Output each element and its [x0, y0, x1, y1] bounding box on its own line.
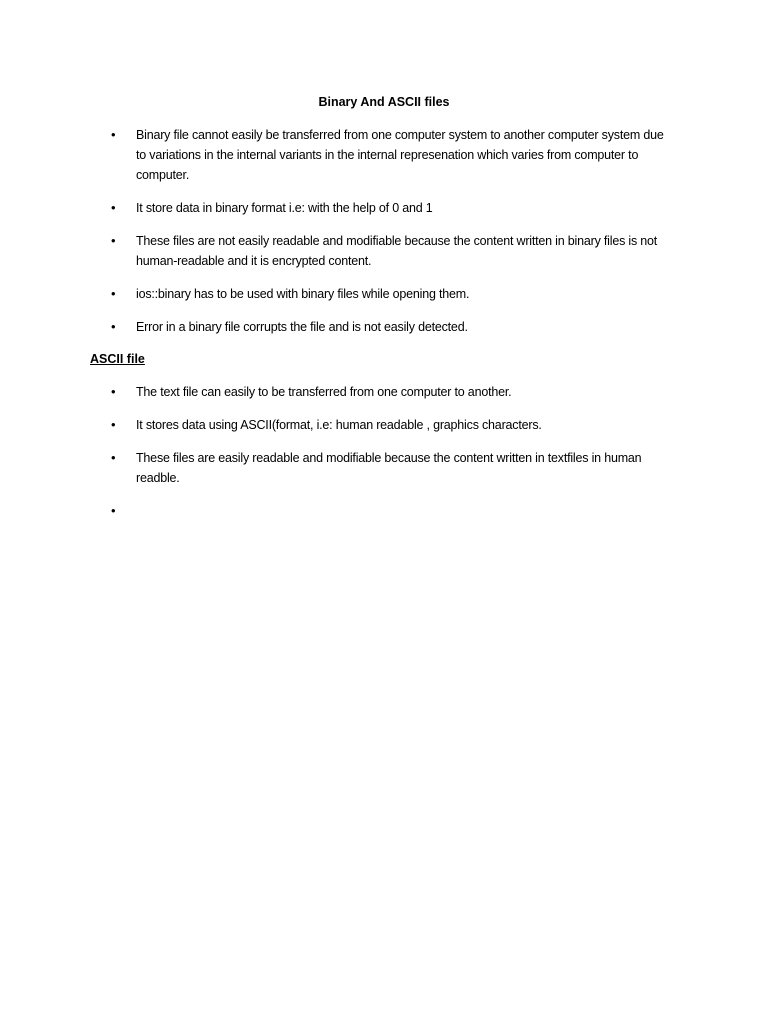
list-item [0, 415, 768, 435]
list-item [0, 448, 768, 488]
list-item-text: It stores data using ASCII(format, i.e: human readable , graphics characters. [136, 418, 542, 432]
list-item-text: ios::binary has to be used with binary files while opening them. [136, 287, 470, 301]
list-item-text: These files are not easily readable and modifiable because the content written in binary files is not human-readable and it is encrypted content. [136, 234, 658, 268]
list-item-text: Error in a binary file corrupts the file and is not easily detected. [136, 320, 468, 334]
bullet-icon: • [111, 286, 116, 301]
list-item [0, 125, 768, 185]
bullet-icon: • [111, 503, 116, 518]
list-item [0, 284, 768, 304]
bullet-icon: • [111, 233, 116, 248]
bullet-icon: • [111, 384, 116, 399]
list-item [0, 198, 768, 218]
bullet-icon: • [111, 200, 116, 215]
list-item-text: It store data in binary format i.e: with the help of 0 and 1 [136, 201, 433, 215]
bullet-icon: • [111, 450, 116, 465]
list-item [0, 382, 768, 402]
document-title: Binary And ASCII files [318, 95, 450, 109]
list-item-text: These files are easily readable and modifiable because the content written in textfiles in human readble. [136, 451, 642, 485]
list-item [0, 501, 768, 521]
binary-files-list [0, 125, 768, 350]
bullet-icon: • [111, 319, 116, 334]
list-item [0, 231, 768, 271]
list-item-text [136, 501, 676, 521]
ascii-section-heading: ASCII file [90, 352, 145, 366]
list-item-text: The text file can easily to be transferred from one computer to another. [136, 385, 512, 399]
bullet-icon: • [111, 127, 116, 142]
list-item [0, 317, 768, 337]
list-item-text: Binary file cannot easily be transferred from one computer system to another computer system due to variations in the internal variants in the internal represenation which varies from computer to computer. [136, 128, 664, 182]
bullet-icon: • [111, 417, 116, 432]
ascii-files-list [0, 382, 768, 534]
